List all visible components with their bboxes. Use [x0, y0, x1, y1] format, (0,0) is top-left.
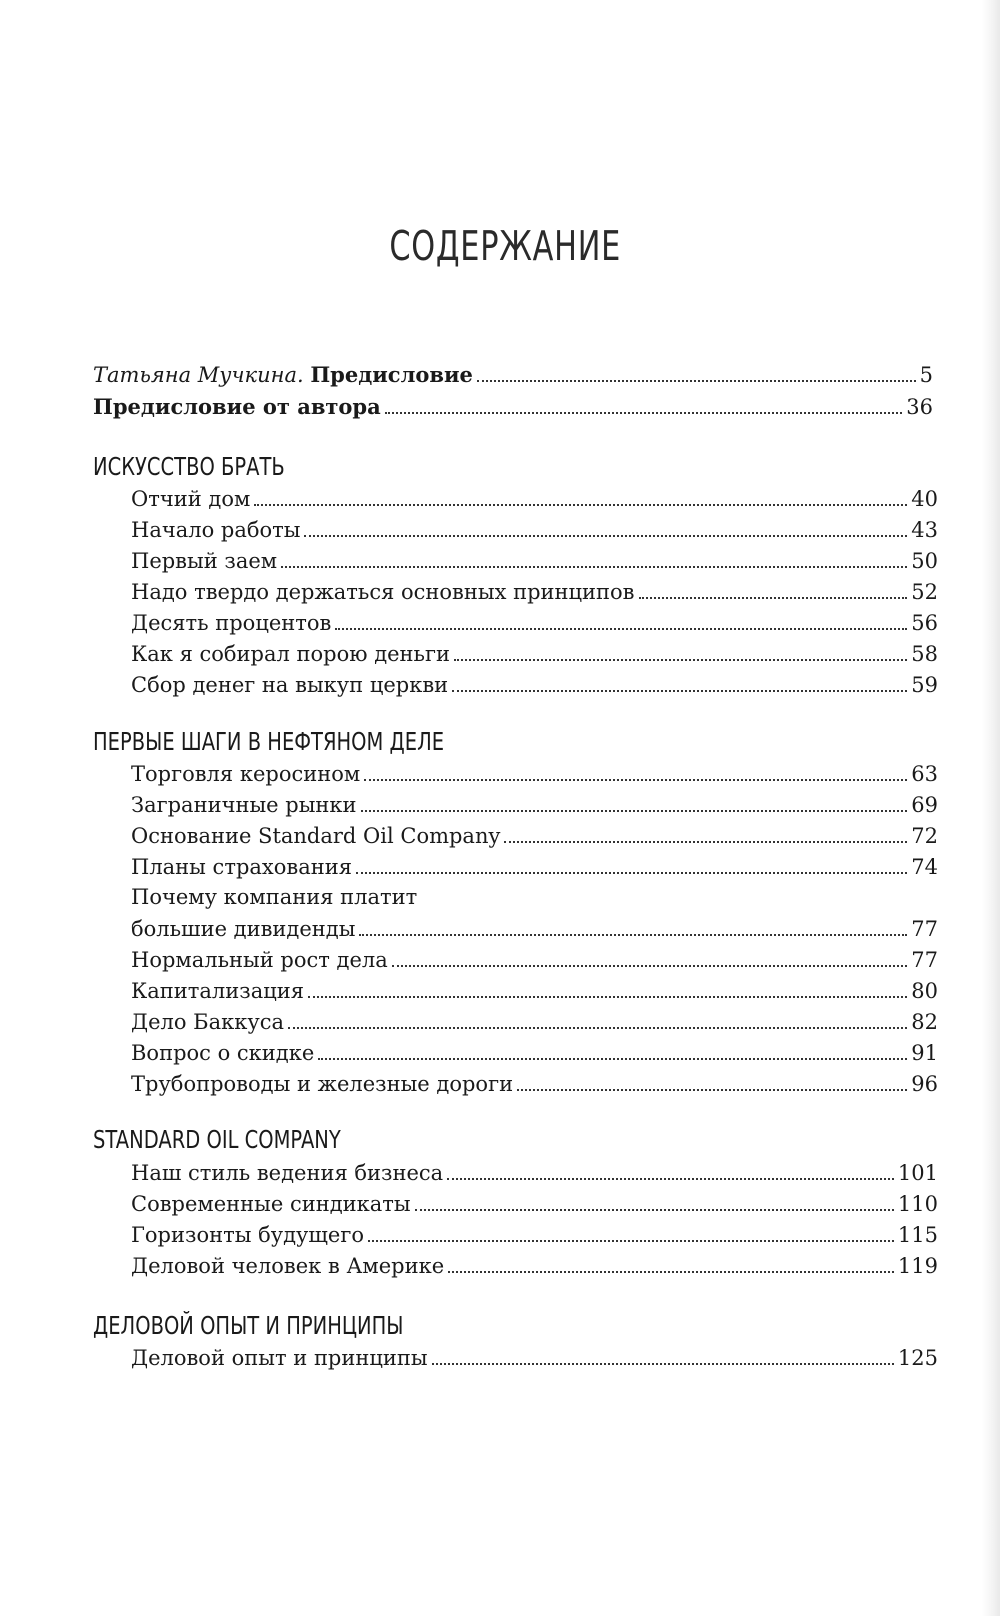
- toc-page-number: 91: [911, 1041, 938, 1065]
- dot-leader: [304, 535, 907, 537]
- toc-page-number: 101: [897, 1161, 938, 1185]
- toc-entry[interactable]: [131, 755, 938, 787]
- toc-entry[interactable]: [131, 786, 938, 818]
- toc-page-number: 36: [906, 395, 933, 419]
- toc-entry-label: Нормальный рост дела: [131, 948, 388, 972]
- dot-leader: [447, 1178, 894, 1180]
- toc-entry-label: Вопрос о скидке: [131, 1041, 315, 1065]
- dot-leader: [254, 504, 907, 506]
- toc-entry-label: большие дивиденды: [131, 917, 356, 941]
- toc-entry-label: Планы страхования: [131, 855, 352, 879]
- toc-entry-label: Трубопроводы и железные дороги: [131, 1072, 514, 1096]
- dot-leader: [454, 659, 907, 661]
- toc-entry[interactable]: [131, 1003, 938, 1035]
- toc-entry[interactable]: [131, 848, 938, 880]
- toc-entry-author-preface[interactable]: [93, 388, 933, 420]
- toc-entry[interactable]: [131, 573, 938, 605]
- toc-entry-label: Сбор денег на выкуп церкви: [131, 673, 449, 697]
- dot-leader: [318, 1058, 907, 1060]
- toc-page-number: 110: [897, 1192, 938, 1216]
- toc-entry-label: Горизонты будущего: [131, 1223, 364, 1247]
- toc-entry-label: Современные синдикаты: [131, 1192, 411, 1216]
- toc-entry[interactable]: [131, 910, 938, 942]
- section-heading: ПЕРВЫЕ ШАГИ В НЕФТЯНОМ ДЕЛЕ: [93, 727, 445, 756]
- dot-leader: [288, 1027, 907, 1029]
- section-heading: ДЕЛОВОЙ ОПЫТ И ПРИНЦИПЫ: [93, 1311, 404, 1340]
- toc-entry[interactable]: [131, 511, 938, 543]
- section-heading: ИСКУССТВО БРАТЬ: [93, 452, 285, 481]
- toc-page-number: 77: [911, 948, 938, 972]
- toc-page-number: 69: [911, 793, 938, 817]
- toc-entry[interactable]: [131, 972, 938, 1004]
- toc-entry-label: Начало работы: [131, 518, 301, 542]
- dot-leader: [639, 597, 908, 599]
- toc-entry[interactable]: [131, 604, 938, 636]
- toc-page-number: 56: [911, 611, 938, 635]
- dot-leader: [359, 934, 907, 936]
- toc-entry[interactable]: [131, 666, 938, 698]
- dot-leader: [308, 996, 907, 998]
- dot-leader: [448, 1271, 894, 1273]
- dot-leader: [392, 965, 907, 967]
- toc-page-number: 125: [897, 1346, 938, 1370]
- toc-entry-label: Отчий дом: [131, 487, 251, 511]
- toc-entry[interactable]: [131, 1185, 938, 1217]
- toc-entry[interactable]: [131, 542, 938, 574]
- page-title: СОДЕРЖАНИЕ: [389, 222, 622, 270]
- toc-page-number: 96: [911, 1072, 938, 1096]
- toc-entry-label: Торговля керосином: [131, 762, 361, 786]
- toc-entry[interactable]: [131, 1247, 938, 1279]
- toc-entry-label: Первый заем: [131, 549, 278, 573]
- dot-leader: [361, 810, 908, 812]
- toc-page-number: 80: [911, 979, 938, 1003]
- toc-entry-foreword[interactable]: [93, 356, 933, 388]
- toc-entry-label: Заграничные рынки: [131, 793, 357, 817]
- toc-entry[interactable]: [131, 1034, 938, 1066]
- toc-entry-label: Дело Баккуса: [131, 1010, 284, 1034]
- toc-entry-label: Как я собирал порою деньги: [131, 642, 450, 666]
- toc-entry-label: Деловой человек в Америке: [131, 1254, 445, 1278]
- toc-entry-label: Деловой опыт и принципы: [131, 1346, 428, 1370]
- toc-page-number: 77: [911, 917, 938, 941]
- dot-leader: [517, 1089, 907, 1091]
- toc-entry[interactable]: [131, 1216, 938, 1248]
- dot-leader: [452, 690, 907, 692]
- toc-page-number: 5: [919, 363, 933, 387]
- toc-entry[interactable]: [131, 817, 938, 849]
- section-heading: STANDARD OIL COMPANY: [93, 1125, 341, 1154]
- toc-page-number: 59: [911, 673, 938, 697]
- toc-page-number: 74: [911, 855, 938, 879]
- dot-leader: [335, 628, 907, 630]
- toc-page-number: 50: [911, 549, 938, 573]
- dot-leader: [432, 1363, 894, 1365]
- dot-leader: [504, 841, 907, 843]
- toc-page-number: 58: [911, 642, 938, 666]
- toc-entry[interactable]: [131, 1065, 938, 1097]
- toc-page-number: 72: [911, 824, 938, 848]
- dot-leader: [477, 380, 916, 382]
- toc-page-number: 52: [911, 580, 938, 604]
- toc-page-number: 63: [911, 762, 938, 786]
- toc-page-number: 119: [897, 1254, 938, 1278]
- toc-entry-label: Наш стиль ведения бизнеса: [131, 1161, 444, 1185]
- foreword-author: Татьяна Мучкина.: [93, 363, 304, 387]
- toc-entry[interactable]: [131, 480, 938, 512]
- toc-entry-label: Татьяна Мучкина. Предисловие: [93, 362, 473, 387]
- dot-leader: [356, 872, 907, 874]
- dot-leader: [415, 1209, 894, 1211]
- toc-page-number: 43: [911, 518, 938, 542]
- toc-entry[interactable]: [131, 1154, 938, 1186]
- toc-page-number: 40: [911, 487, 938, 511]
- toc-page-number: 82: [911, 1010, 938, 1034]
- dot-leader: [368, 1240, 894, 1242]
- toc-entry-label: Надо твердо держаться основных принципов: [131, 580, 635, 604]
- toc-entry-label: Основание Standard Oil Company: [131, 824, 501, 848]
- toc-entry-label-line1: Почему компания платит: [131, 885, 418, 909]
- dot-leader: [281, 566, 907, 568]
- dot-leader: [385, 412, 903, 414]
- toc-entry-label: Десять процентов: [131, 611, 332, 635]
- toc-entry-label: Капитализация: [131, 979, 304, 1003]
- toc-page-number: 115: [897, 1223, 938, 1247]
- toc-entry[interactable]: [131, 1339, 938, 1371]
- toc-entry[interactable]: [131, 635, 938, 667]
- toc-entry[interactable]: [131, 941, 938, 973]
- dot-leader: [364, 779, 907, 781]
- toc-entry-label: Предисловие от автора: [93, 394, 381, 419]
